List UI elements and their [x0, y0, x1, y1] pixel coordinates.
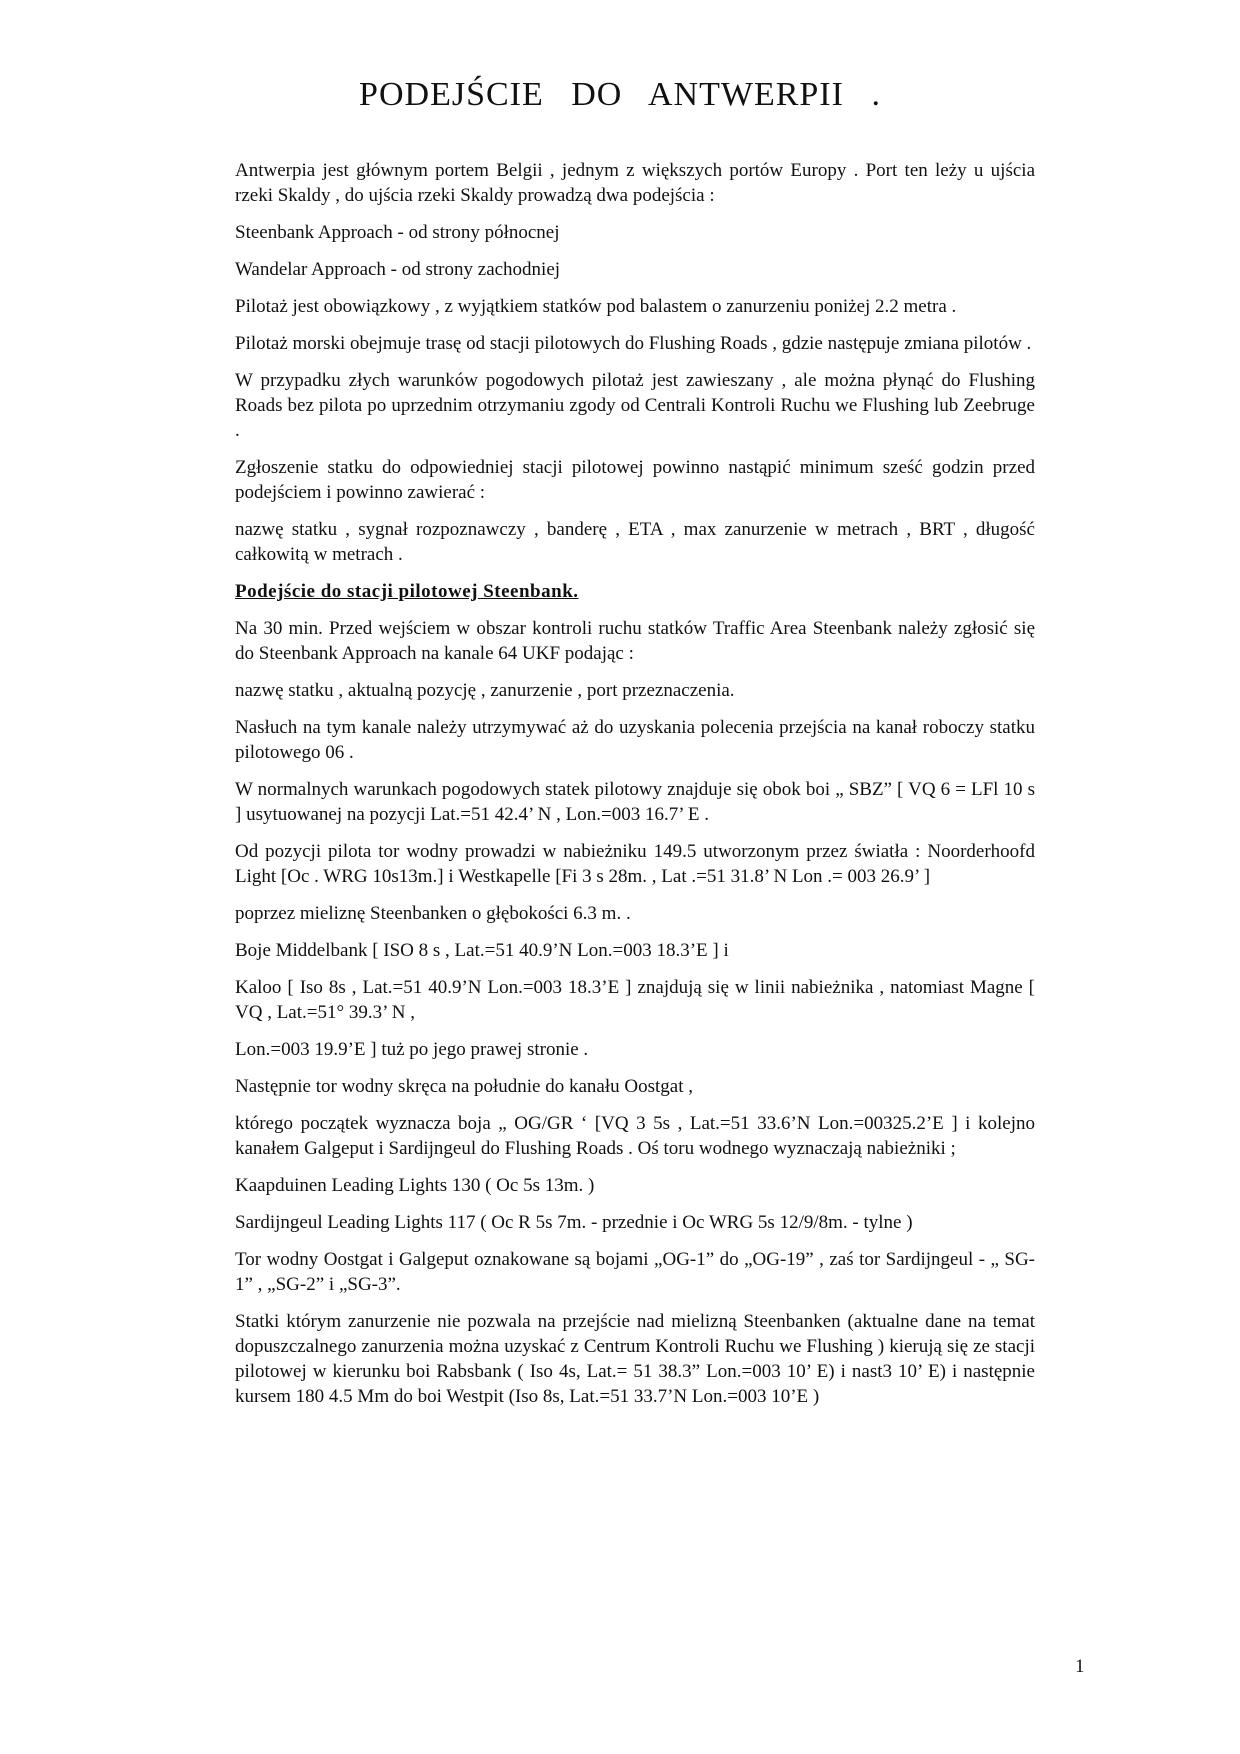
paragraph-leading-line: Od pozycji pilota tor wodny prowadzi w nabieżniku 149.5 utworzonym przez światła : Noorderhoofd Light [Oc . WRG 10s13m.] i Westkapelle [Fi 3 s 28m. , Lat .=51 31.8’ N Lon .= 003 26.9’ ]	[235, 841, 1035, 887]
paragraph-oostgat-turn: Następnie tor wodny skręca na południe do kanału Oostgat ,	[235, 1076, 693, 1097]
page-title: PODEJŚCIE DO ANTWERPII .	[359, 76, 881, 113]
section-heading-steenbank: Podejście do stacji pilotowej Steenbank.	[235, 581, 579, 602]
page-number: 1	[1075, 1656, 1085, 1677]
paragraph-notification-contents: nazwę statku , sygnał rozpoznawczy , banderę , ETA , max zanurzenie w metrach , BRT , długość całkowitą w metrach .	[235, 519, 1035, 565]
paragraph-wandelar-approach: Wandelar Approach - od strony zachodniej	[235, 259, 561, 280]
document-body	[235, 158, 1035, 1421]
paragraph-notification: Zgłoszenie statku do odpowiedniej stacji pilotowej powinno nastąpić minimum sześć godzin przed podejściem i powinno zawierać :	[235, 457, 1035, 503]
paragraph-kaapduinen-lights: Kaapduinen Leading Lights 130 ( Oc 5s 13m. )	[235, 1175, 595, 1196]
paragraph-deep-draught-route: Statki którym zanurzenie nie pozwala na przejście nad mielizną Steenbanken (aktualne dane na temat dopuszczalnego zanurzenia można uzyskać z Centrum Kontroli Ruchu we Flushing ) kierują się ze stacji pilotowej w kierunku boi Rabsbank ( Iso 4s, Lat.= 51 38.3” Lon.=003 10’ E) i nast3 10’ E) i następnie kursem 180 4.5 Mm do boi Westpit (Iso 8s, Lat.=51 33.7’N Lon.=003 10’E )	[235, 1311, 1035, 1407]
paragraph-buoy-marking: Tor wodny Oostgat i Galgeput oznakowane są bojami „OG-1” do „OG-19” , zaś tor Sardijngeul - „ SG-1” , „SG-2” i „SG-3”.	[235, 1249, 1035, 1295]
paragraph-bad-weather: W przypadku złych warunków pogodowych pilotaż jest zawieszany , ale można płynąć do Flushing Roads bez pilota po uprzednim otrzymaniu zgody od Centrali Kontroli Ruchu we Flushing lub Zeebruge .	[235, 370, 1035, 441]
paragraph-steenbank-approach: Steenbank Approach - od strony północnej	[235, 222, 560, 243]
paragraph-pilotage-mandatory: Pilotaż jest obowiązkowy , z wyjątkiem statków pod balastem o zanurzeniu poniżej 2.2 metra .	[235, 296, 957, 317]
paragraph-kaloo-buoy: Kaloo [ Iso 8s , Lat.=51 40.9’N Lon.=003 18.3’E ] znajdują się w linii nabieżnika , natomiast Magne [ VQ , Lat.=51° 39.3’ N ,	[235, 977, 1035, 1023]
paragraph-magne-position: Lon.=003 19.9’E ] tuż po jego prawej stronie .	[235, 1039, 589, 1060]
paragraph-middelbank-buoys: Boje Middelbank [ ISO 8 s , Lat.=51 40.9’N Lon.=003 18.3’E ] i	[235, 940, 729, 961]
paragraph-intro: Antwerpia jest głównym portem Belgii , jednym z większych portów Europy . Port ten leży u ujścia rzeki Skaldy , do ujścia rzeki Skaldy prowadzą dwa podejścia :	[235, 160, 1035, 206]
paragraph-traffic-area: Na 30 min. Przed wejściem w obszar kontroli ruchu statków Traffic Area Steenbank należy zgłosić się do Steenbank Approach na kanale 64 UKF podając :	[235, 618, 1035, 664]
paragraph-steenbanken-shoal: poprzez mieliznę Steenbanken o głębokości 6.3 m. .	[235, 903, 631, 924]
paragraph-listening-watch: Nasłuch na tym kanale należy utrzymywać aż do uzyskania polecenia przejścia na kanał roboczy statku pilotowego 06 .	[235, 717, 1035, 763]
paragraph-oostgat-buoy: którego początek wyznacza boja „ OG/GR ‘ [VQ 3 5s , Lat.=51 33.6’N Lon.=00325.2’E ] i kolejno kanałem Galgeput i Sardijngeul do Flushing Roads . Oś toru wodnego wyznaczają nabieżniki ;	[235, 1113, 1035, 1159]
paragraph-report-details: nazwę statku , aktualną pozycję , zanurzenie , port przeznaczenia.	[235, 680, 735, 701]
paragraph-sardijngeul-lights: Sardijngeul Leading Lights 117 ( Oc R 5s 7m. - przednie i Oc WRG 5s 12/9/8m. - tylne )	[235, 1212, 913, 1233]
paragraph-sea-pilotage: Pilotaż morski obejmuje trasę od stacji pilotowych do Flushing Roads , gdzie następuje zmiana pilotów .	[235, 333, 1032, 354]
paragraph-pilot-vessel-position: W normalnych warunkach pogodowych statek pilotowy znajduje się obok boi „ SBZ” [ VQ 6 = LFl 10 s ] usytuowanej na pozycji Lat.=51 42.4’ N , Lon.=003 16.7’ E .	[235, 779, 1035, 825]
